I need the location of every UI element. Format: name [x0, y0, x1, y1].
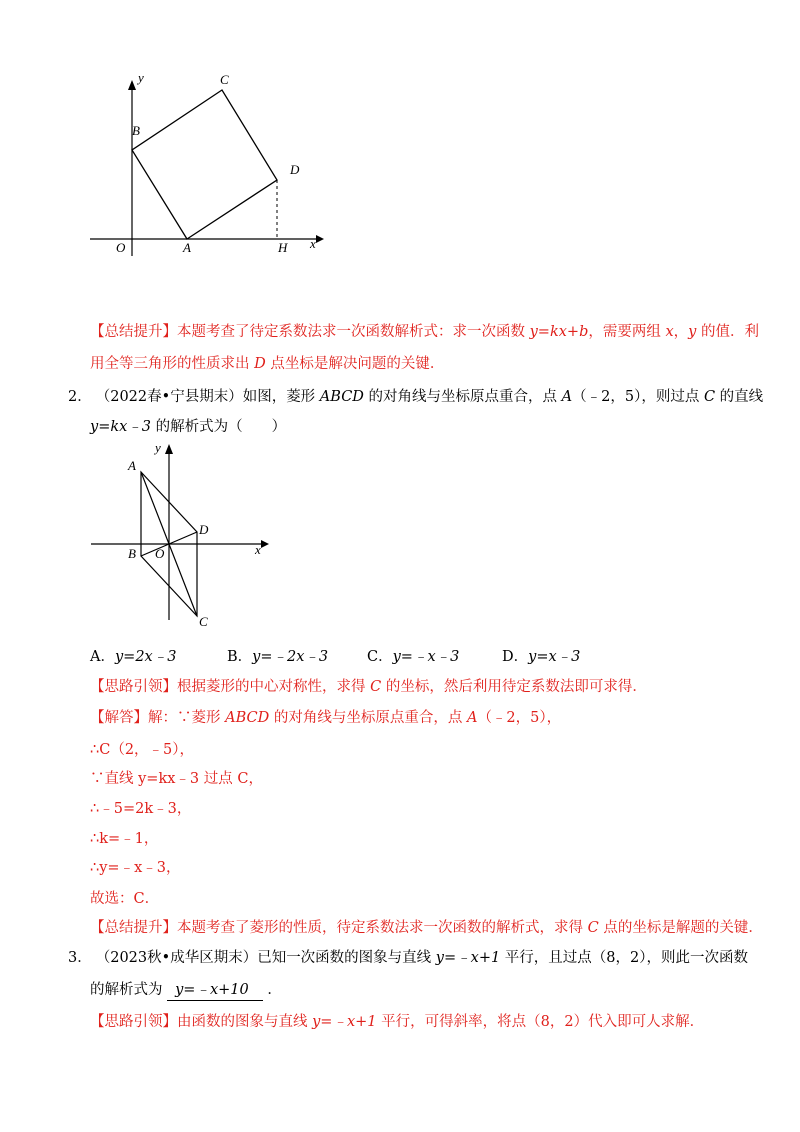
- label-a: A: [128, 458, 136, 473]
- formula: y=kx﹣3: [90, 419, 152, 435]
- summary-text: 本题考查了待定系数法求一次函数解析式：求一次函数: [177, 324, 530, 340]
- hint-text: 的坐标，然后利用待定系数法即可求得．: [381, 679, 647, 695]
- question-number: 3．: [68, 950, 92, 966]
- q2-answer-line-1: [90, 708, 561, 728]
- x-axis-arrow: [261, 540, 269, 548]
- option-text: y=﹣2x﹣3: [252, 649, 329, 665]
- y-axis-arrow: [165, 444, 173, 454]
- x-axis-arrow: [316, 235, 324, 243]
- var-c: C: [587, 920, 599, 936]
- summary-1-line-1: [90, 322, 759, 342]
- answer-text: 解：∵菱形: [148, 710, 226, 726]
- var-c: C: [370, 679, 382, 695]
- formula: y=kx+b: [529, 324, 589, 340]
- label-o: O: [155, 546, 165, 561]
- var-abcd: ABCD: [225, 710, 270, 726]
- summary-text: ，: [673, 324, 689, 340]
- label-o: O: [116, 240, 126, 255]
- figure-2-rhombus-diagram: [85, 440, 275, 630]
- hint-text: 由函数的图象与直线: [177, 1014, 313, 1030]
- answer-text: 的对角线与坐标原点重合，点: [269, 710, 467, 726]
- q3-hint: [90, 1012, 704, 1032]
- option-d[interactable]: [502, 647, 580, 667]
- formula: y=﹣x+1: [312, 1014, 377, 1030]
- stem-text: 平行，且过点（8，2），则此一次函数: [500, 950, 749, 966]
- summary-1-line-2: [90, 354, 444, 374]
- label-c: C: [220, 72, 229, 87]
- summary-tag: 【总结提升】: [90, 324, 177, 340]
- var-a: A: [466, 710, 478, 726]
- stem-text: 的解析式为: [90, 982, 168, 998]
- square-abcd: [132, 90, 277, 239]
- hint-tag: 【思路引领】: [90, 1014, 177, 1030]
- option-c[interactable]: [367, 647, 459, 667]
- summary-text: ，需要两组: [588, 324, 666, 340]
- q2-stem-line-2: [90, 417, 286, 437]
- answer-step-2: ∵直线 y=kx﹣3 过点 C，: [90, 771, 263, 787]
- label-d: D: [290, 162, 300, 177]
- option-text: y=2x﹣3: [114, 649, 177, 665]
- stem-text: ．: [262, 982, 282, 998]
- q3-stem-line-1: [68, 948, 748, 968]
- label-y: y: [138, 70, 144, 85]
- label-c: C: [199, 614, 208, 629]
- var-d: D: [254, 356, 266, 372]
- answer-step-5: ∴y=﹣x﹣3，: [90, 860, 181, 876]
- summary-text: 用全等三角形的性质求出: [90, 356, 255, 372]
- option-key: A．: [90, 649, 115, 665]
- summary-text: 的值．利: [696, 324, 759, 340]
- label-b: B: [128, 546, 136, 561]
- answer-step-4: ∴k=﹣1，: [90, 831, 159, 847]
- answer-step-3: ∴﹣5=2k﹣3，: [90, 801, 192, 817]
- q2-options: [90, 647, 730, 667]
- option-key: D．: [502, 649, 529, 665]
- option-b[interactable]: [227, 647, 328, 667]
- stem-text: 的对角线与坐标原点重合，点: [363, 389, 562, 405]
- summary-tag: 【总结提升】: [90, 920, 177, 936]
- label-x: x: [310, 236, 316, 251]
- label-h: H: [278, 240, 288, 255]
- hint-text: 平行，可得斜率，将点（8，2）代入即可人求解．: [376, 1014, 705, 1030]
- q3-stem-line-2: [90, 980, 282, 1001]
- q2-summary: [90, 918, 763, 938]
- answer-step-1: ∴C（2，﹣5），: [90, 742, 195, 758]
- var-x: x: [665, 324, 674, 340]
- q2-hint: [90, 677, 647, 697]
- label-a: A: [183, 240, 191, 255]
- summary-text: 本题考查了菱形的性质，待定系数法求一次函数的解析式，求得: [177, 920, 588, 936]
- label-y: y: [155, 440, 161, 455]
- label-d: D: [199, 522, 209, 537]
- label-b: B: [132, 123, 140, 138]
- var-abcd: ABCD: [319, 389, 364, 405]
- hint-tag: 【思路引领】: [90, 679, 177, 695]
- answer-text: （﹣2，5），: [477, 710, 562, 726]
- stem-text: （2023秋•成华区期末）已知一次函数的图象与直线: [95, 950, 436, 966]
- stem-text: （﹣2，5），则过点: [572, 389, 704, 405]
- formula: y=﹣x+1: [435, 950, 501, 966]
- option-text: y=﹣x﹣3: [392, 649, 460, 665]
- figure-1-square-diagram: [80, 68, 330, 268]
- var-y: y: [688, 324, 697, 340]
- question-number: 2．: [68, 389, 92, 405]
- q2-stem-line-1: [68, 387, 763, 407]
- answer-blank[interactable]: y=﹣x+10: [167, 980, 263, 1001]
- option-a[interactable]: [90, 647, 176, 667]
- y-axis-arrow: [128, 80, 136, 90]
- var-c: C: [703, 389, 716, 405]
- stem-text: 的直线: [715, 389, 764, 405]
- stem-text: （2022春•宁县期末）如图，菱形: [95, 389, 320, 405]
- hint-text: 根据菱形的中心对称性，求得: [177, 679, 371, 695]
- option-key: C．: [367, 649, 393, 665]
- summary-text: 点坐标是解决问题的关键．: [265, 356, 445, 372]
- option-text: y=x﹣3: [528, 649, 581, 665]
- answer-tag: 【解答】: [90, 710, 148, 726]
- answer-step-6: 故选：C．: [90, 891, 160, 907]
- stem-text: 的解析式为（ ）: [151, 419, 287, 435]
- label-x: x: [255, 542, 261, 557]
- summary-text: 点的坐标是解题的关键．: [598, 920, 763, 936]
- option-key: B．: [227, 649, 253, 665]
- var-a: A: [561, 389, 573, 405]
